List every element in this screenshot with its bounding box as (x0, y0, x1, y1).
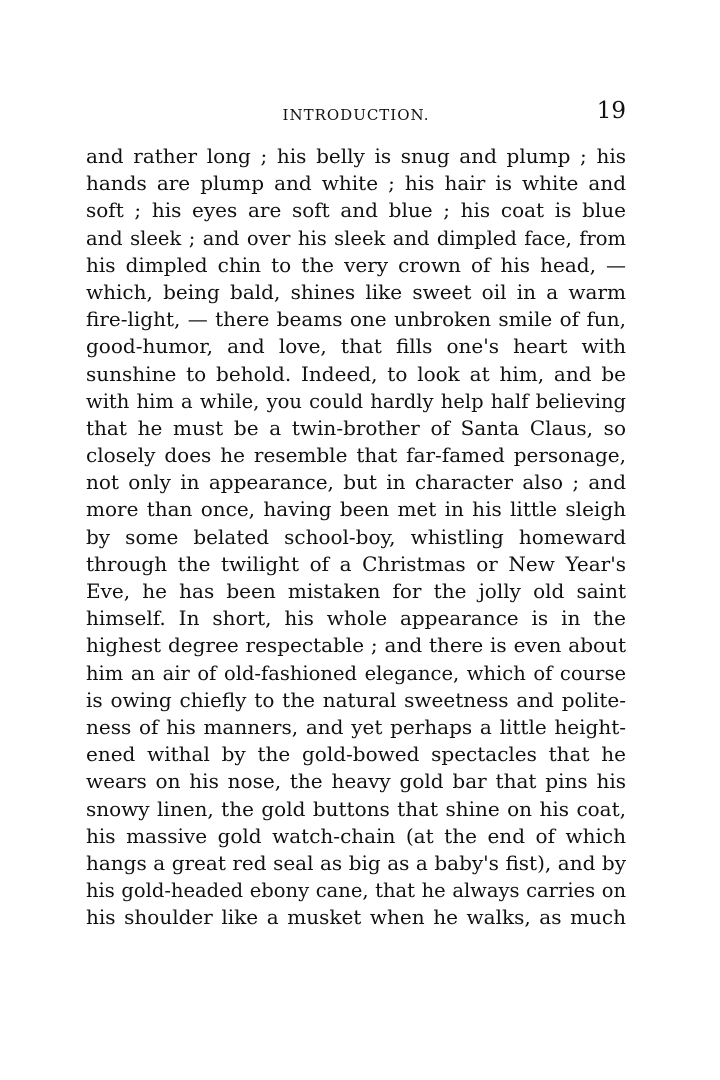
page-number: 19 (596, 98, 626, 124)
text-line: and rather long ; his belly is snug and plump ; his (86, 144, 626, 168)
text-line: Eve, he has been mistaken for the jolly old saint (86, 579, 626, 603)
text-line: hands are plump and white ; his hair is white and (86, 171, 626, 196)
text-line: more than once, having been met in his little sleigh (86, 497, 626, 522)
text-line: with him a while, you could hardly help half believing (86, 389, 626, 413)
text-line: his dimpled chin to the very crown of his head, — (86, 252, 626, 277)
text-line: and sleek ; and over his sleek and dimpled face, from (86, 226, 626, 250)
text-line: that he must be a twin-brother of Santa Claus, so (86, 415, 626, 440)
text-line: him an air of old-fashioned elegance, which of course (86, 661, 626, 685)
text-line: fire-light, — there beams one unbroken smile of fun, (86, 307, 626, 332)
text-line: sunshine to behold. Indeed, to look at him, and be (86, 361, 626, 386)
text-line: wears on his nose, the heavy gold bar that pins his (86, 769, 626, 794)
body-text (86, 143, 626, 931)
text-line: good-humor, and love, that fills one's heart with (86, 334, 626, 359)
text-line: which, being bald, shines like sweet oil in a warm (86, 279, 626, 304)
text-line: through the twilight of a Christmas or New Year's (86, 551, 626, 576)
text-line: highest degree respectable ; and there is even about (86, 633, 626, 658)
text-line: hangs a great red seal as big as a baby's fist), and by (86, 850, 626, 875)
text-line: is owing chiefly to the natural sweetness and polite- (86, 687, 626, 712)
text-line: his gold-headed ebony cane, that he always carries on (86, 879, 626, 903)
text-line: by some belated school-boy, whistling homeward (86, 524, 626, 549)
text-line: his massive gold watch-chain (at the end of which (86, 823, 626, 848)
chapter-title: INTRODUCTION. (282, 106, 430, 124)
text-line: not only in appearance, but in character also ; and (86, 470, 626, 495)
text-line: soft ; his eyes are soft and blue ; his coat is blue (86, 198, 626, 223)
text-line: himself. In short, his whole appearance is in the (86, 606, 626, 631)
text-line: snowy linen, the gold buttons that shine on his coat, (86, 796, 626, 821)
text-line: his shoulder like a musket when he walks, as much (86, 905, 626, 930)
text-line: ness of his manners, and yet perhaps a little height- (86, 714, 626, 739)
running-head (86, 98, 626, 138)
text-line: closely does he resemble that far-famed personage, (86, 443, 626, 468)
text-line: ened withal by the gold-bowed spectacles that he (86, 742, 626, 767)
